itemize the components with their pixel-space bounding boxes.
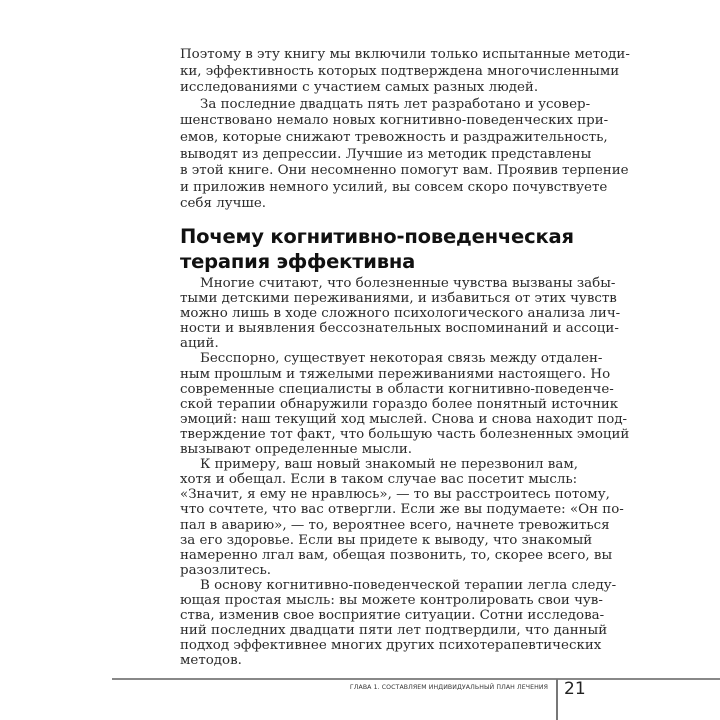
page-number: 21 [564,679,586,699]
text-line: «Значит, я ему не нравлюсь», — то вы расстроитесь потому, [180,487,610,503]
text-line: в этой книге. Они несомненно помогут вам. Проявив терпение [180,163,629,179]
text-line: ской терапии обнаружили гораздо более понятный источник [180,396,619,412]
text-line: себя лучше. [180,196,267,212]
text-line: и приложив немного усилий, вы совсем скоро почувствуете [180,179,608,195]
paragraph [180,351,630,458]
text-line: За последние двадцать пять лет разработано и усовер- [200,96,591,112]
text-line: ным прошлым и тяжелыми переживаниями настоящего. Но [180,366,611,382]
text-line: ний последних двадцати пяти лет подтвердили, что данный [180,623,608,639]
text-line: хотя и обещал. Если в таком случае вас посетит мысль: [180,472,578,488]
text-line: ющая простая мысль: вы можете контролировать свои чув- [180,592,603,608]
text-line: намеренно лгал вам, обещая позвонить, то, скорее всего, вы [180,547,613,563]
text-line: исследованиями с участием самых разных людей. [180,80,539,96]
text-line: за его здоровье. Если вы придете к выводу, что знакомый [180,532,593,548]
text-line: аций. [180,336,219,352]
footer-rule [112,678,720,680]
text-line: Бесспорно, существует некоторая связь между отдален- [200,351,603,367]
section-body [180,276,630,669]
text-line: пал в аварию», — то, вероятнее всего, начнете тревожиться [180,517,610,533]
text-line: разозлитесь. [180,562,272,578]
section-heading [180,224,574,274]
text-line: тыми детскими переживаниями, и избавиться от этих чувств [180,291,617,307]
text-line: эмоций: наш текущий ход мыслей. Снова и снова находит под- [180,411,628,427]
text-line: что сочтете, что вас отвергли. Если же вы подумаете: «Он по- [180,502,624,518]
text-line: тверждение тот факт, что большую часть болезненных эмоций [180,426,630,442]
text-line: подход эффективнее многих других психотерапевтических [180,638,602,654]
heading-line: Почему когнитивно-поведенческая [180,225,574,248]
running-title: ГЛАВА 1. СОСТАВЛЯЕМ ИНДИВИДУАЛЬНЫЙ ПЛАН ЛЕЧЕНИЯ [349,684,548,691]
heading-line: терапия эффективна [180,250,416,273]
text-line: ности и выявления бессознательных воспоминаний и ассоци- [180,321,619,337]
text-line: выводят из депрессии. Лучшие из методик представлены [180,146,592,162]
text-line: современные специалисты в области когнитивно-поведенче- [180,381,614,397]
paragraph [180,577,617,669]
text-line: емов, которые снижают тревожность и раздражительность, [180,129,608,145]
text-line: Поэтому в эту книгу мы включили только испытанные методи- [180,47,630,62]
text-line: ства, изменив свое восприятие ситуации. Сотни исследова- [180,608,605,624]
text-line: методов. [180,653,242,669]
text-line: вызывают определенные мысли. [180,442,413,458]
paragraph [180,47,630,97]
text-line: ки, эффективность которых подтверждена многочисленными [180,63,620,79]
intro-text [180,47,630,213]
text-line: можно лишь в ходе сложного психологического анализа лич- [180,306,621,322]
footer-divider [556,679,558,720]
text-line: К примеру, ваш новый знакомый не перезвонил вам, [200,457,578,473]
text-line: В основу когнитивно-поведенческой терапии легла следу- [200,577,617,593]
paragraph [180,457,624,578]
paragraph [180,276,621,352]
paragraph [180,96,629,213]
text-line: шенствовано немало новых когнитивно-поведенческих при- [180,113,609,129]
text-line: Многие считают, что болезненные чувства вызваны забы- [200,276,616,291]
